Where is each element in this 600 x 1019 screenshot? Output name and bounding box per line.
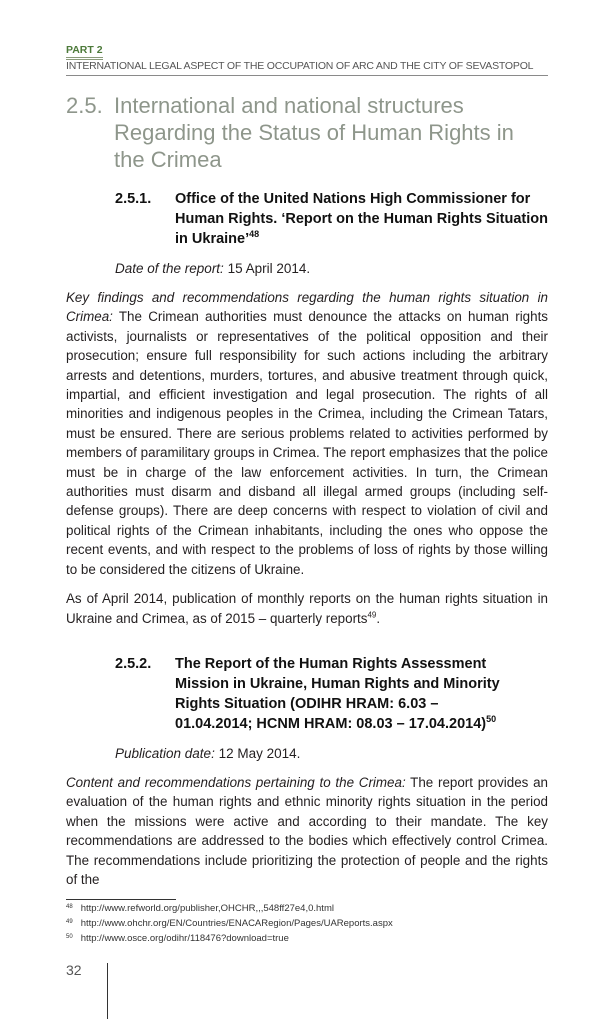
footnote-divider (66, 899, 176, 900)
content-text: The report provides an evaluation of the human rights and ethnic minority rights situation in the period when the missions were active and according to their mandate. The key recommendations are addressed to the bodies which effectively control Crimea. The recommendations include prioritizing the protection of people and the rights of the (66, 774, 549, 887)
running-header (66, 44, 548, 76)
footnote-number: 48 (66, 904, 73, 911)
monthly-paragraph (66, 589, 548, 628)
findings-label: Key findings and recommendations regarding the human rights situation in Crimea: (66, 290, 548, 325)
footnote (66, 933, 548, 945)
section-number: 2.5. (66, 93, 103, 118)
period: . (376, 610, 381, 626)
footnote (66, 918, 548, 930)
date-value: 12 May 2014. (214, 745, 301, 761)
subsection-title: Office of the United Nations High Commissioner for Human Rights. ‘Report on the Human Rights Situation in Ukraine’ (175, 191, 548, 247)
part-label: PART 2 (66, 44, 103, 60)
footnote-number: 49 (66, 919, 73, 926)
subsection-heading-1 (115, 189, 548, 249)
footnote-ref[interactable]: 50 (486, 714, 497, 725)
footnote-link[interactable]: http://www.osce.org/odihr/118476?download=true (80, 933, 289, 945)
margin-rule (107, 963, 108, 1019)
subsection-heading-2 (115, 654, 548, 734)
footnote-number: 50 (66, 934, 73, 941)
publication-date (115, 744, 548, 763)
monthly-text: As of April 2014, publication of monthly reports on the human rights situation in Ukraine and Crimea, as of 2015 – quarterly reports (66, 591, 548, 626)
subsection-number: 2.5.1. (115, 191, 152, 207)
page-footer (66, 961, 548, 1019)
footnote (66, 903, 548, 915)
date-label: Publication date: (115, 745, 215, 761)
report-date (115, 259, 548, 278)
subsection-number: 2.5.2. (115, 655, 152, 672)
header-title: INTERNATIONAL LEGAL ASPECT OF THE OCCUPATION OF ARC AND THE CITY OF SEVASTOPOL (66, 60, 534, 72)
content-label: Content and recommendations pertaining to the Crimea: (66, 774, 406, 790)
section-heading (66, 92, 548, 173)
date-value: 15 April 2014. (223, 261, 311, 276)
footnote-ref[interactable]: 49 (367, 610, 377, 620)
subsection-title: The Report of the Human Rights Assessment Mission in Ukraine, Human Rights and Minority Rights Situation (ODIHR HRAM: 6.03 – 01.04.2014; HCNM HRAM: 08.03 – 17.04.2014) (175, 655, 500, 732)
footnote-ref[interactable]: 48 (249, 229, 260, 240)
footnote-link[interactable]: http://www.refworld.org/publisher,OHCHR,,,548ff27e4,0.html (80, 903, 334, 915)
date-label: Date of the report: (115, 261, 224, 276)
findings-text: The Crimean authorities must denounce the attacks on human rights activists, journalists or representatives of the political opposition and their prosecution; ensure full responsibility for such actions including the arbitrary arrests and detentions, murders, tortures, and abusive treatment through quick, impartial, and efficient investigation and legal prosecution. The rights of all minorities and indigenous peoples in the Crimea, including the Crimean Tatars, must be ensured. There are serious problems related to activities performed by members of paramilitary groups in Crimea. The report emphasizes that the police must be in charge of the law enforcement activities. In turn, the Crimean authorities must disarm and disband all illegal armed groups (including self-defense groups). There are deep concerns with respect to violation of civil and political rights of the Crimean inhabitants, including the ones who oppose the recent events, and with respect to the problems of loss of rights by those willing to be considered the citizens of Ukraine. (66, 309, 548, 577)
footnote-link[interactable]: http://www.ohchr.org/EN/Countries/ENACARegion/Pages/UAReports.aspx (80, 918, 393, 930)
findings-paragraph (66, 288, 548, 579)
page-number: 32 (66, 962, 82, 979)
section-title: International and national structures Regarding the Status of Human Rights in the Crimea (114, 93, 514, 172)
content-paragraph (66, 773, 548, 889)
